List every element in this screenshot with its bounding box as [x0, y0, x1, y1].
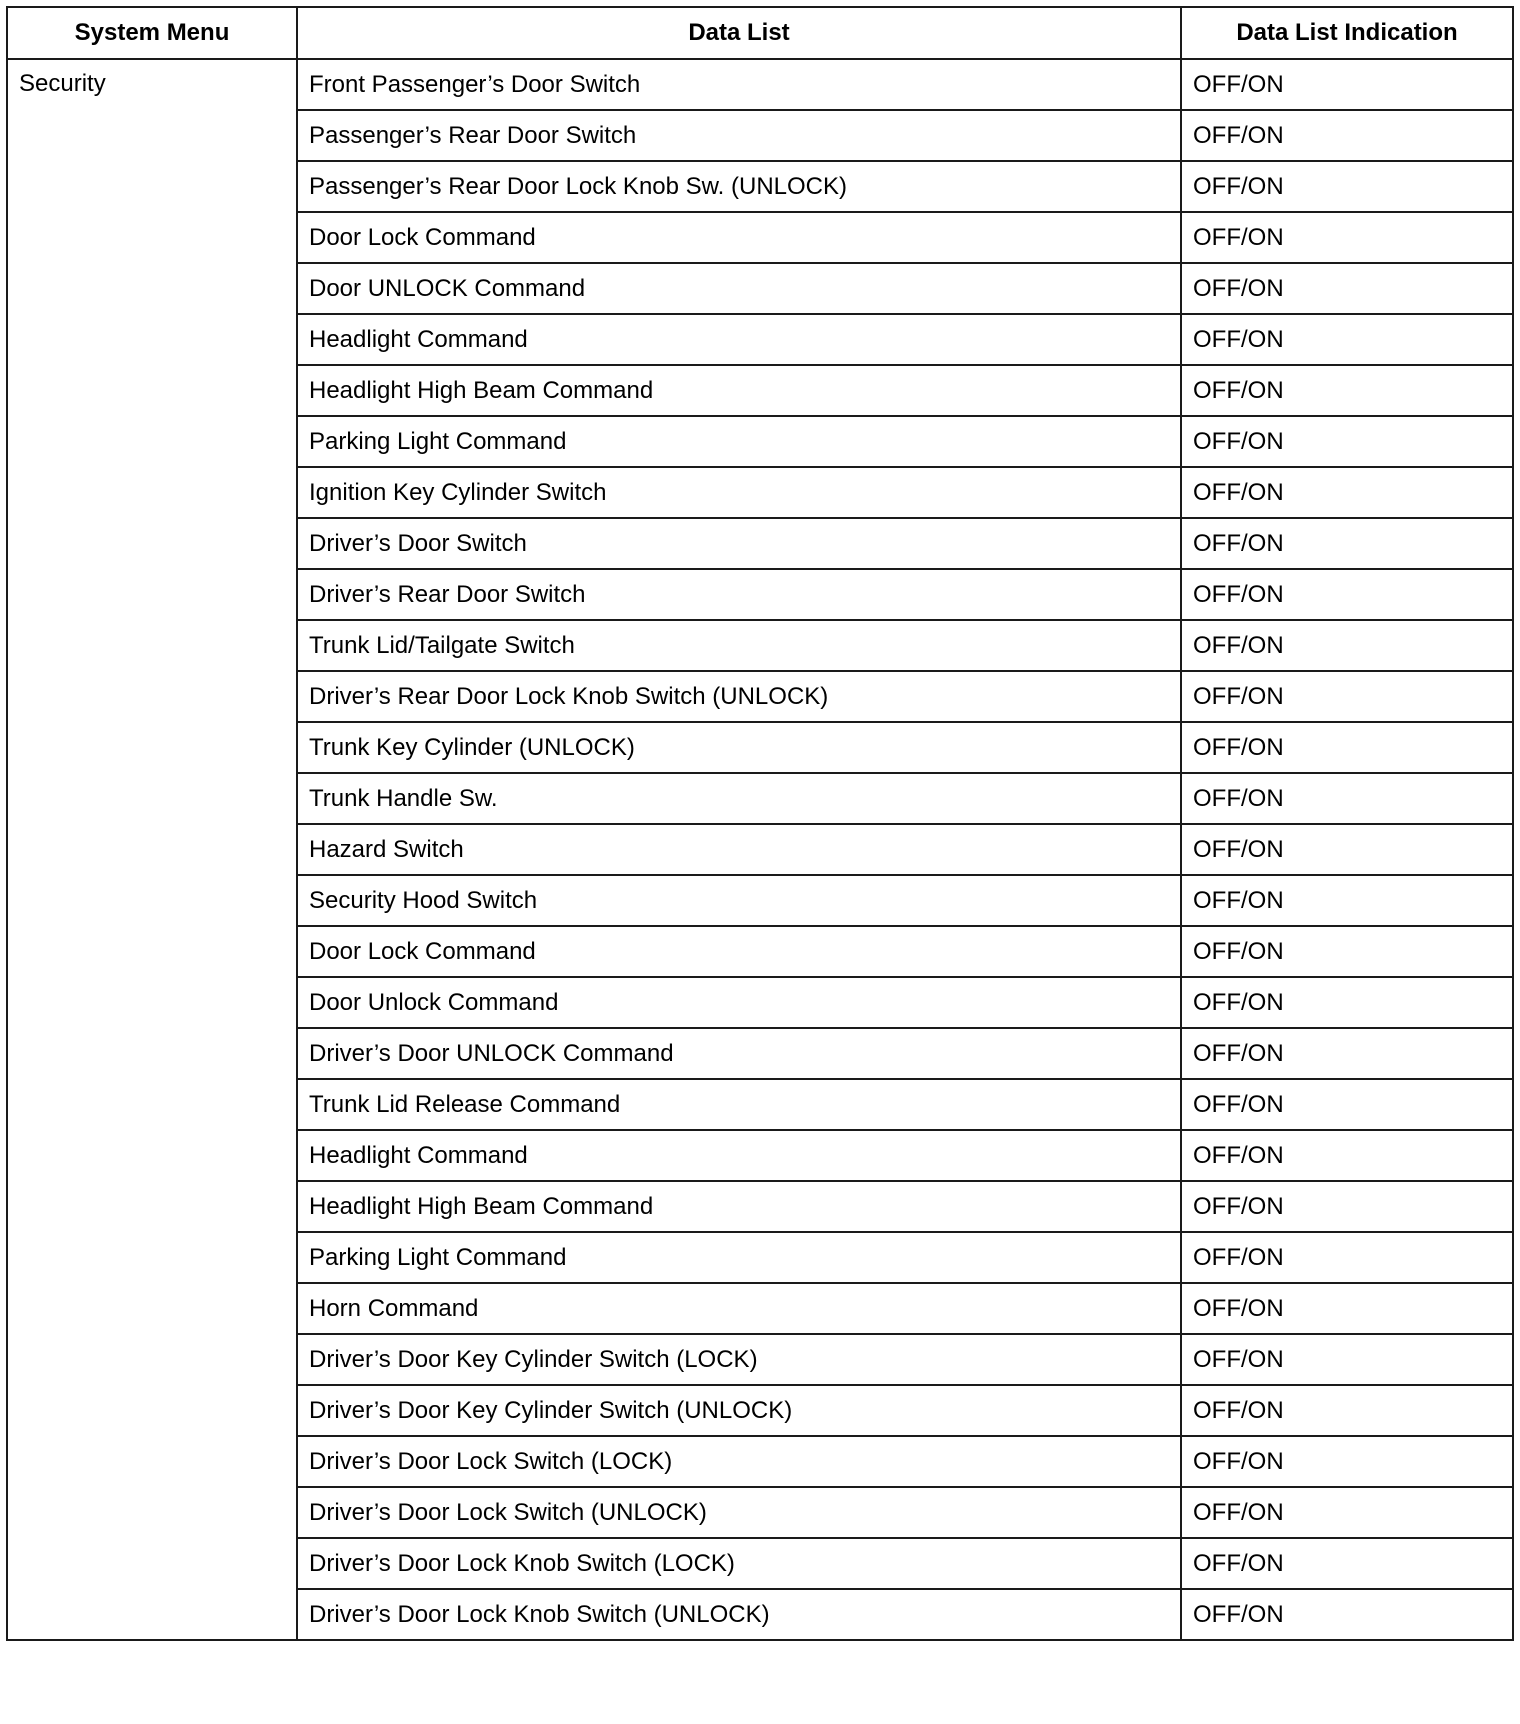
data-list-indication: OFF/ON: [1181, 1232, 1513, 1283]
data-list-indication: OFF/ON: [1181, 212, 1513, 263]
data-list-indication: OFF/ON: [1181, 1079, 1513, 1130]
data-list-indication: OFF/ON: [1181, 824, 1513, 875]
data-list-item: Horn Command: [297, 1283, 1181, 1334]
data-list-indication: OFF/ON: [1181, 1538, 1513, 1589]
data-list-item: Headlight High Beam Command: [297, 365, 1181, 416]
data-list-item: Driver’s Door Switch: [297, 518, 1181, 569]
data-list-indication: OFF/ON: [1181, 1589, 1513, 1640]
data-list-indication: OFF/ON: [1181, 263, 1513, 314]
header-system-menu: System Menu: [7, 7, 297, 59]
data-list-item: Door Unlock Command: [297, 977, 1181, 1028]
data-list-indication: OFF/ON: [1181, 467, 1513, 518]
data-list-table: [6, 6, 1514, 1641]
data-list-indication: OFF/ON: [1181, 365, 1513, 416]
data-list-item: Door Lock Command: [297, 212, 1181, 263]
data-list-item: Driver’s Door Lock Switch (LOCK): [297, 1436, 1181, 1487]
data-list-item: Door UNLOCK Command: [297, 263, 1181, 314]
data-list-indication: OFF/ON: [1181, 620, 1513, 671]
data-list-indication: OFF/ON: [1181, 1028, 1513, 1079]
data-list-item: Driver’s Door Key Cylinder Switch (LOCK): [297, 1334, 1181, 1385]
data-list-indication: OFF/ON: [1181, 110, 1513, 161]
data-list-table-container: [6, 6, 1512, 1641]
header-data-list-indication: Data List Indication: [1181, 7, 1513, 59]
header-data-list: Data List: [297, 7, 1181, 59]
data-list-indication: OFF/ON: [1181, 1181, 1513, 1232]
data-list-item: Trunk Handle Sw.: [297, 773, 1181, 824]
table-body: [7, 59, 1513, 1640]
data-list-indication: OFF/ON: [1181, 1436, 1513, 1487]
data-list-item: Parking Light Command: [297, 416, 1181, 467]
data-list-item: Passenger’s Rear Door Lock Knob Sw. (UNLOCK): [297, 161, 1181, 212]
data-list-indication: OFF/ON: [1181, 977, 1513, 1028]
data-list-item: Driver’s Door Key Cylinder Switch (UNLOCK): [297, 1385, 1181, 1436]
data-list-indication: OFF/ON: [1181, 926, 1513, 977]
data-list-item: Front Passenger’s Door Switch: [297, 59, 1181, 110]
data-list-item: Driver’s Rear Door Lock Knob Switch (UNLOCK): [297, 671, 1181, 722]
data-list-item: Driver’s Door Lock Knob Switch (LOCK): [297, 1538, 1181, 1589]
data-list-item: Headlight High Beam Command: [297, 1181, 1181, 1232]
data-list-indication: OFF/ON: [1181, 518, 1513, 569]
data-list-item: Driver’s Door Lock Knob Switch (UNLOCK): [297, 1589, 1181, 1640]
data-list-item: Trunk Lid Release Command: [297, 1079, 1181, 1130]
data-list-indication: OFF/ON: [1181, 1283, 1513, 1334]
data-list-item: Trunk Key Cylinder (UNLOCK): [297, 722, 1181, 773]
data-list-indication: OFF/ON: [1181, 569, 1513, 620]
data-list-item: Trunk Lid/Tailgate Switch: [297, 620, 1181, 671]
data-list-item: Security Hood Switch: [297, 875, 1181, 926]
data-list-indication: OFF/ON: [1181, 875, 1513, 926]
data-list-item: Ignition Key Cylinder Switch: [297, 467, 1181, 518]
data-list-item: Driver’s Door Lock Switch (UNLOCK): [297, 1487, 1181, 1538]
data-list-item: Parking Light Command: [297, 1232, 1181, 1283]
data-list-item: Passenger’s Rear Door Switch: [297, 110, 1181, 161]
data-list-item: Door Lock Command: [297, 926, 1181, 977]
data-list-item: Hazard Switch: [297, 824, 1181, 875]
data-list-item: Driver’s Rear Door Switch: [297, 569, 1181, 620]
data-list-indication: OFF/ON: [1181, 1385, 1513, 1436]
data-list-indication: OFF/ON: [1181, 773, 1513, 824]
data-list-indication: OFF/ON: [1181, 671, 1513, 722]
data-list-item: Headlight Command: [297, 1130, 1181, 1181]
table-row: [7, 59, 1513, 110]
system-menu-cell: Security: [7, 59, 297, 1640]
data-list-item: Driver’s Door UNLOCK Command: [297, 1028, 1181, 1079]
data-list-indication: OFF/ON: [1181, 416, 1513, 467]
data-list-indication: OFF/ON: [1181, 1487, 1513, 1538]
data-list-indication: OFF/ON: [1181, 1334, 1513, 1385]
data-list-indication: OFF/ON: [1181, 722, 1513, 773]
data-list-indication: OFF/ON: [1181, 161, 1513, 212]
data-list-indication: OFF/ON: [1181, 314, 1513, 365]
table-header-row: [7, 7, 1513, 59]
data-list-indication: OFF/ON: [1181, 59, 1513, 110]
data-list-item: Headlight Command: [297, 314, 1181, 365]
data-list-indication: OFF/ON: [1181, 1130, 1513, 1181]
